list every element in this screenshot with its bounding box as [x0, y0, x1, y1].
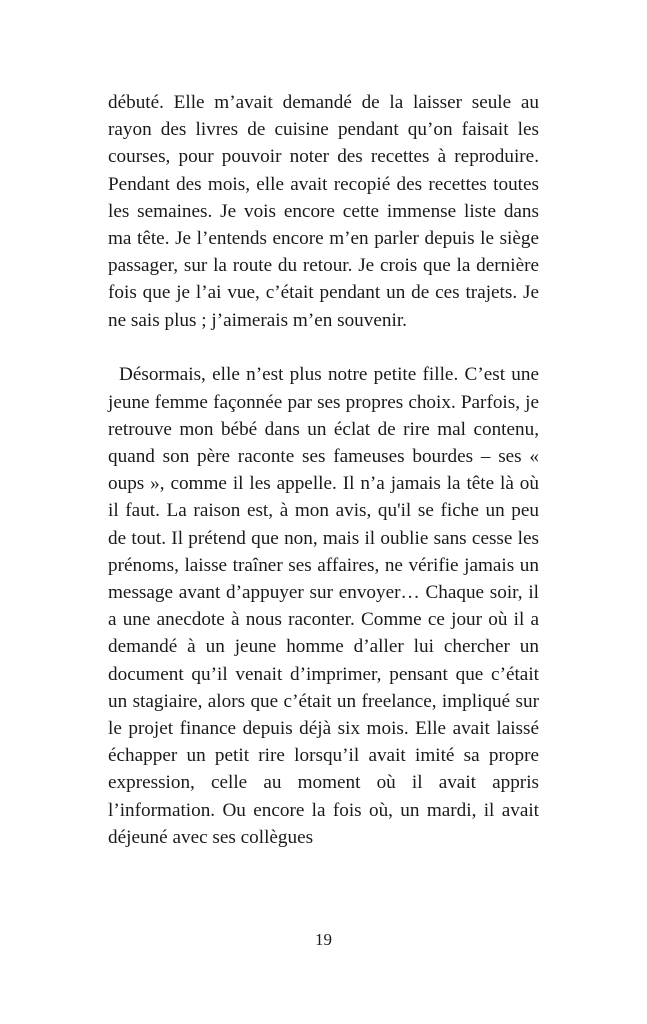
page-number: 19: [315, 930, 332, 949]
paragraph-1: débuté. Elle m’avait demandé de la laisser seule au rayon des livres de cuisine pendant qu’on faisait les courses, pour pouvoir noter des recettes à reproduire. Pendant des mois, elle avait recopié des recettes toutes les semaines. Je vois encore cette immense liste dans ma tête. Je l’entends encore m’en parler depuis le siège passager, sur la route du retour. Je crois que la dernière fois que je l’ai vue, c’était pendant un de ces trajets. Je ne sais plus ; j’aimerais m’en souvenir.: [108, 92, 539, 331]
paragraph-2: Désormais, elle n’est plus notre petite fille. C’est une jeune femme façonnée par ses propres choix. Parfois, je retrouve mon bébé dans un éclat de rire mal contenu, quand son père raconte ses fameuses bourdes – ses « oups », comme il les appelle. Il n’a jamais la tête là où il faut. La raison est, à mon avis, qu'il se fiche un peu de tout. Il prétend que non, mais il oublie sans cesse les prénoms, laisse traîner ses affaires, ne vérifie jamais un message avant d’appuyer sur envoyer… Chaque soir, il a une anecdote à nous raconter. Comme ce jour où il a demandé à un jeune homme d’aller lui chercher un document qu’il venait d’imprimer, pensant que c’était un stagiaire, alors que c’était un freelance, impliqué sur le projet finance depuis déjà six mois. Elle avait laissé échapper un petit rire lorsqu’il avait imité sa propre expression, celle au moment où il avait appris l’information. Ou encore la fois où, un mardi, il avait déjeuné avec ses collègues: [108, 364, 539, 848]
body-text: [108, 89, 539, 851]
